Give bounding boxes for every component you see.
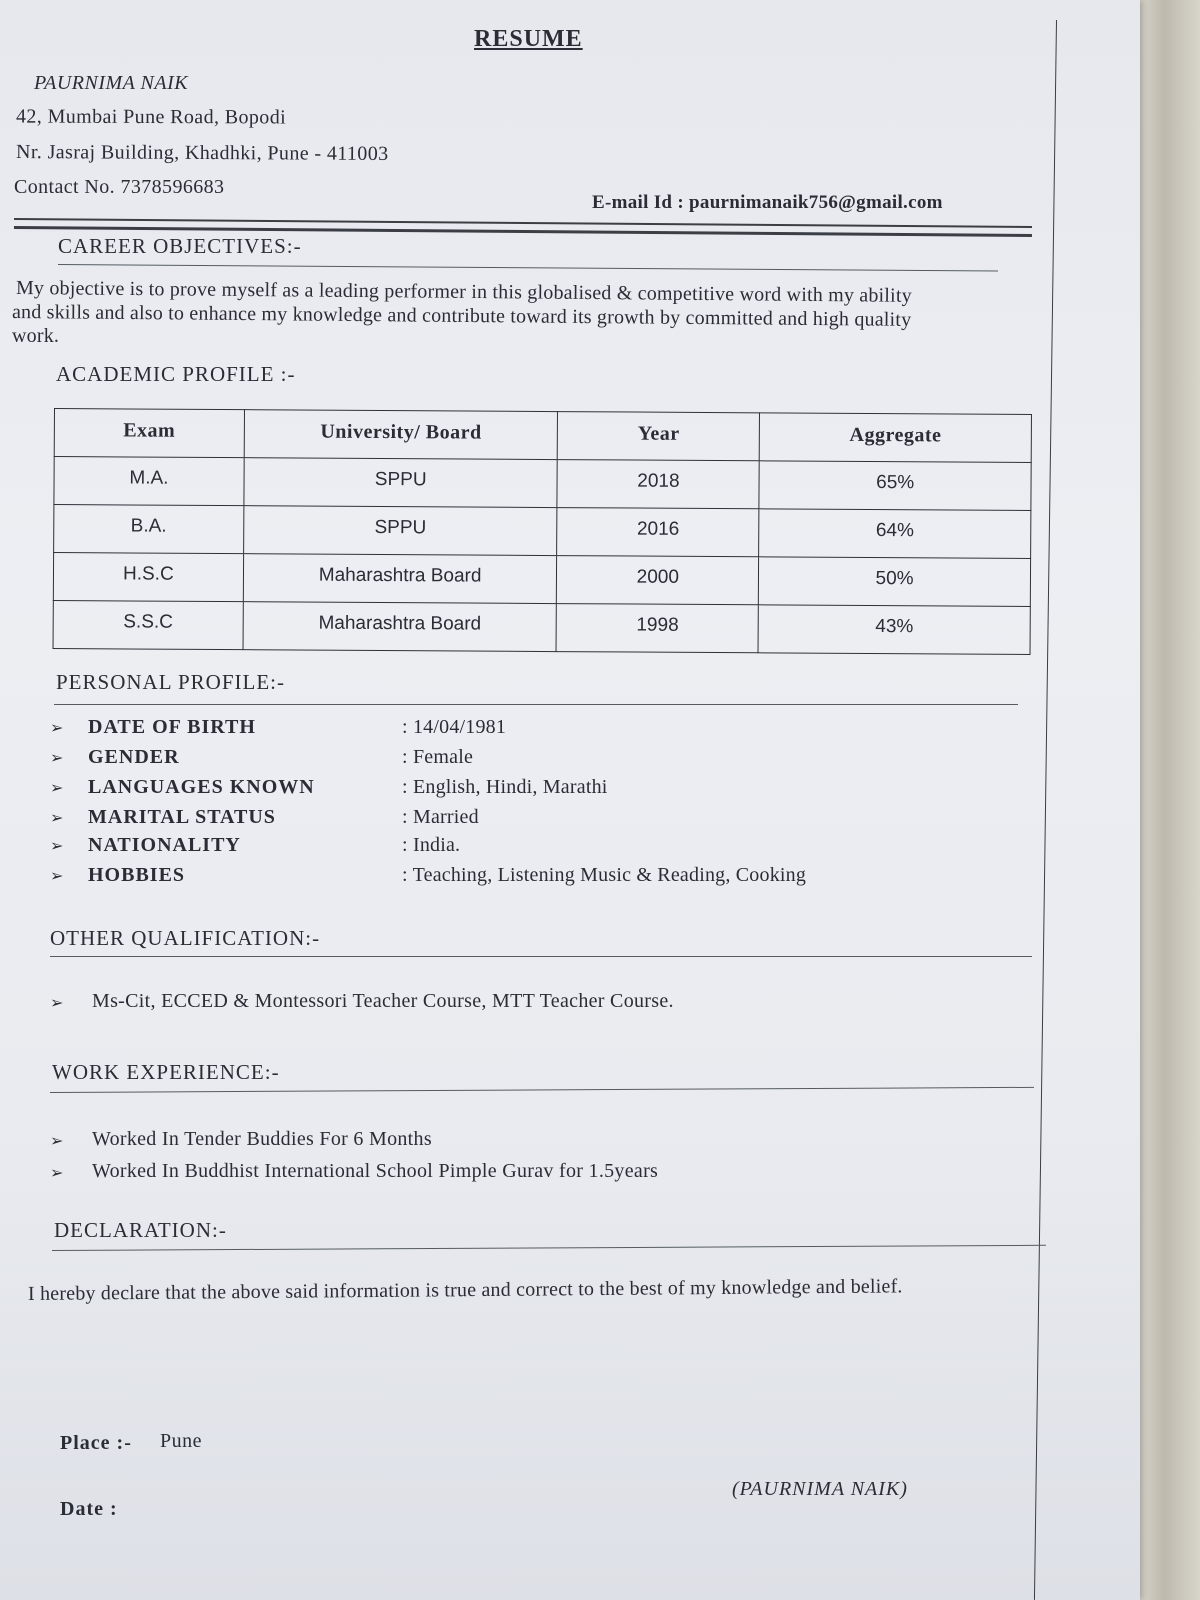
languages-label: LANGUAGES KNOWN xyxy=(88,776,315,798)
personal-item-nationality xyxy=(50,834,460,857)
personal-item-dob xyxy=(50,716,506,739)
nationality-value: : India. xyxy=(402,834,461,856)
career-line-1: My objective is to prove myself as a leading performer in this globalised & competitive word with my ability xyxy=(15,277,912,307)
contact-number: Contact No. 7378596683 xyxy=(14,176,225,198)
aggregate-cell: 50% xyxy=(759,557,1031,607)
bullet-arrow-icon: ➢ xyxy=(50,808,64,827)
career-line-3: work. xyxy=(12,325,60,347)
university-cell: Maharashtra Board xyxy=(243,602,557,652)
address-line-1: 42, Mumbai Pune Road, Bopodi xyxy=(15,105,287,129)
hobbies-value: : Teaching, Listening Music & Reading, Cooking xyxy=(402,864,807,886)
work-item-text: Worked In Tender Buddies For 6 Months xyxy=(92,1128,432,1150)
bullet-arrow-icon: ➢ xyxy=(50,778,64,797)
gender-value: : Female xyxy=(402,746,474,768)
exam-cell: S.S.C xyxy=(53,600,243,649)
bullet-arrow-icon: ➢ xyxy=(50,748,64,767)
year-cell: 1998 xyxy=(557,604,759,653)
work-experience-underline xyxy=(50,1087,1034,1093)
declaration-text: I hereby declare that the above said information is true and correct to the best of my knowledge and belief. xyxy=(27,1275,903,1305)
personal-underline xyxy=(54,704,1018,705)
bullet-arrow-icon: ➢ xyxy=(50,866,64,885)
personal-item-languages xyxy=(50,776,608,799)
university-cell: SPPU xyxy=(244,458,558,508)
marital-value: : Married xyxy=(402,806,479,828)
career-heading: CAREER OBJECTIVES:- xyxy=(58,234,302,258)
column-header-university: University/ Board xyxy=(244,410,558,460)
table-row xyxy=(53,553,1030,607)
other-qualification-heading: OTHER QUALIFICATION:- xyxy=(50,926,321,950)
work-item xyxy=(50,1160,658,1183)
career-line-2: and skills and also to enhance my knowledge and contribute toward its growth by committed and high quality xyxy=(11,301,912,331)
sheet-fold-line xyxy=(1034,20,1057,1600)
table-row xyxy=(54,457,1031,511)
marital-label: MARITAL STATUS xyxy=(88,806,276,828)
personal-item-gender xyxy=(50,746,473,769)
bullet-arrow-icon: ➢ xyxy=(50,718,64,737)
year-cell: 2018 xyxy=(557,460,759,509)
academic-table xyxy=(53,408,1032,655)
university-cell: SPPU xyxy=(243,506,557,556)
personal-item-marital xyxy=(50,806,479,829)
bullet-arrow-icon: ➢ xyxy=(50,1131,64,1150)
year-cell: 2016 xyxy=(557,508,759,557)
career-underline xyxy=(58,264,998,272)
signature-name: (PAURNIMA NAIK) xyxy=(732,1478,908,1500)
place-label: Place :- xyxy=(60,1432,132,1454)
bullet-arrow-icon: ➢ xyxy=(50,1163,64,1182)
dob-value: : 14/04/1981 xyxy=(402,716,507,738)
column-header-year: Year xyxy=(558,412,760,461)
place-value: Pune xyxy=(160,1430,202,1452)
hobbies-label: HOBBIES xyxy=(88,864,186,886)
nationality-label: NATIONALITY xyxy=(88,834,241,856)
work-item xyxy=(50,1128,432,1151)
languages-value: : English, Hindi, Marathi xyxy=(402,776,608,798)
academic-heading: ACADEMIC PROFILE :- xyxy=(56,362,296,386)
work-item-text: Worked In Buddhist International School Pimple Gurav for 1.5years xyxy=(92,1160,659,1182)
address-line-2: Nr. Jasraj Building, Khadhki, Pune - 411003 xyxy=(15,141,389,165)
gender-label: GENDER xyxy=(88,746,180,768)
work-experience-heading: WORK EXPERIENCE:- xyxy=(52,1060,280,1084)
aggregate-cell: 43% xyxy=(758,605,1030,655)
column-header-aggregate: Aggregate xyxy=(759,413,1031,463)
aggregate-cell: 64% xyxy=(759,509,1031,559)
aggregate-cell: 65% xyxy=(759,461,1031,511)
other-qualification-item xyxy=(50,990,674,1013)
dob-label: DATE OF BIRTH xyxy=(88,716,256,738)
year-cell: 2000 xyxy=(557,556,759,605)
exam-cell: B.A. xyxy=(54,505,244,554)
qualification-text: Ms-Cit, ECCED & Montessori Teacher Course, MTT Teacher Course. xyxy=(92,990,674,1012)
declaration-underline xyxy=(52,1245,1046,1251)
email-address: E-mail Id : paurnimanaik756@gmail.com xyxy=(592,192,943,213)
exam-cell: H.S.C xyxy=(53,553,243,602)
bullet-arrow-icon: ➢ xyxy=(50,993,64,1012)
personal-heading: PERSONAL PROFILE:- xyxy=(56,670,285,694)
applicant-name: PAURNIMA NAIK xyxy=(34,72,189,94)
university-cell: Maharashtra Board xyxy=(243,554,557,604)
document-title: RESUME xyxy=(474,26,583,52)
personal-item-hobbies xyxy=(50,864,806,887)
other-qualification-underline xyxy=(50,956,1032,957)
table-row xyxy=(54,505,1031,559)
exam-cell: M.A. xyxy=(54,457,244,506)
table-row xyxy=(53,600,1030,654)
declaration-heading: DECLARATION:- xyxy=(54,1218,227,1242)
column-header-exam: Exam xyxy=(54,409,244,458)
bullet-arrow-icon: ➢ xyxy=(50,836,64,855)
table-header-row xyxy=(54,409,1031,463)
date-label: Date : xyxy=(60,1498,118,1520)
